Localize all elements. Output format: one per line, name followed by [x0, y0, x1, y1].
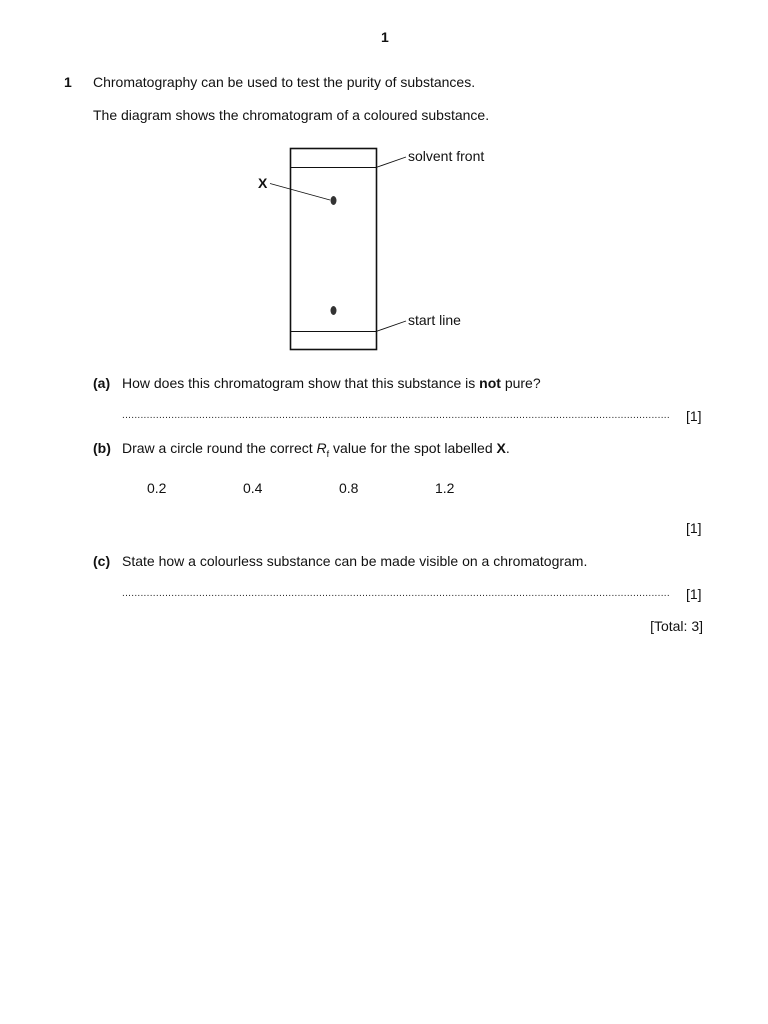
label-x: X: [258, 175, 268, 191]
spot-x: [331, 196, 337, 205]
part-b-text-bold: X: [496, 440, 506, 456]
rf-option[interactable]: 0.2: [147, 480, 167, 496]
part-c-label: (c): [93, 553, 111, 569]
part-a-answer-line[interactable]: [122, 408, 670, 424]
rf-symbol: R: [316, 440, 327, 456]
part-a-question: [122, 375, 541, 391]
part-a-text-after: pure?: [500, 375, 541, 391]
rf-subscript: f: [326, 448, 330, 459]
part-c-question: State how a colourless substance can be made visible on a chromatogram.: [122, 553, 588, 569]
part-a-label: (a): [93, 375, 111, 391]
label-start-line: start line: [408, 312, 461, 328]
start-line-leader: [376, 321, 406, 332]
part-b-text-after: .: [505, 440, 510, 456]
chromatogram-diagram: [0, 0, 768, 360]
question-intro: Chromatography can be used to test the purity of substances.: [93, 74, 476, 90]
question-number: 1: [64, 74, 72, 90]
part-b-text-before: Draw a circle round the correct: [122, 440, 317, 456]
label-solvent-front: solvent front: [408, 148, 485, 164]
part-a-marks: [1]: [686, 408, 702, 424]
diagram-caption: The diagram shows the chromatogram of a coloured substance.: [93, 107, 490, 123]
part-b-question: [122, 440, 510, 462]
total-marks: [Total: 3]: [650, 618, 703, 634]
rf-option[interactable]: 0.4: [243, 480, 263, 496]
chromatography-paper: [291, 149, 377, 350]
solvent-front-leader: [376, 157, 406, 168]
part-c-answer-line[interactable]: [122, 586, 670, 602]
rf-option[interactable]: 1.2: [435, 480, 455, 496]
page-number: 1: [381, 29, 389, 45]
part-b-text-middle: value for the spot labelled: [329, 440, 497, 456]
spot-lower: [331, 306, 337, 315]
part-b-label: (b): [93, 440, 111, 456]
part-a-text-before: How does this chromatogram show that this substance is: [122, 375, 480, 391]
part-a-text-bold: not: [479, 375, 501, 391]
label-x-leader: [270, 184, 330, 201]
rf-option[interactable]: 0.8: [339, 480, 359, 496]
part-c-marks: [1]: [686, 586, 702, 602]
part-b-marks: [1]: [686, 520, 702, 536]
